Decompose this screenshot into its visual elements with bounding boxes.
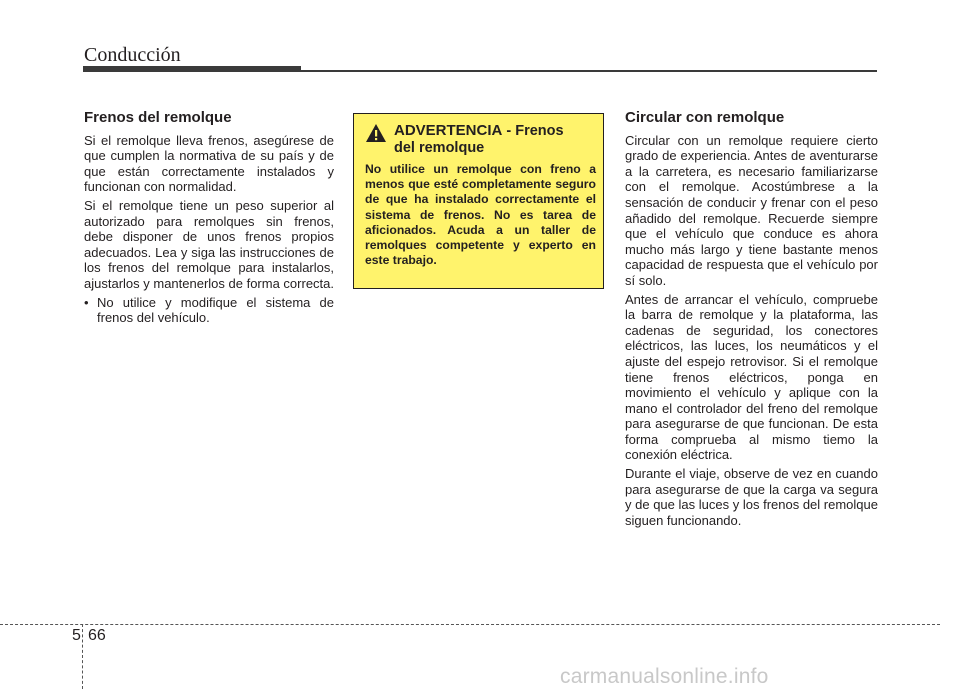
chapter-number: 5 (72, 627, 81, 644)
right-column (625, 110, 878, 531)
footer-dashed-divider (82, 624, 83, 689)
left-column (84, 110, 334, 326)
header-rule-thin (301, 70, 877, 72)
warning-title-line2: del remolque (394, 140, 485, 156)
paragraph: Antes de arrancar el vehículo, compruebe la barra de remolque y la plataforma, las cadenas de seguridad, los conectores eléctricos, las luces, los neumáticos y el ajuste del espejo retrovisor. Si el remolque tiene frenos eléctricos, ponga en movimiento el vehículo y aplique con la mano el controlador del freno del remolque para asegurarse de que funcionan. De esta forma comprueba al mismo tiemo la conexión eléctrica. (625, 291, 878, 463)
bullet-dot: • (84, 294, 89, 310)
page-number: 66 (88, 627, 106, 644)
paragraph: Si el remolque tiene un peso superior al autorizado para remolques sin frenos, debe disponer de unos frenos propios adecuados. Lea y siga las instrucciones de los frenos del remolque para instalarlos, ajustarlos y mantenerlos de forma correcta. (84, 197, 334, 291)
warning-header (365, 122, 596, 157)
bullet-item (84, 295, 334, 326)
page-header-title: Conducción (84, 44, 181, 66)
warning-text: No utilice un remolque con freno a menos que esté completamente seguro de que ha instalado correctamente el sistema de frenos. No es tarea de aficionados. Acuda a un taller de remolques competente y experto en este trabajo. (365, 162, 596, 268)
paragraph: Circular con un remolque requiere cierto grado de experiencia. Antes de aventurarse a la carretera, es necesario familiarizarse con el remolque. Acostúmbrese a la sensación de conducir y frenar con el peso añadido del remolque. Recuerde siempre que el vehículo que conduce es ahora mucho más largo y tiene bastante menos capacidad de respuesta que el vehículo por sí solo. (625, 132, 878, 288)
section-heading-trailer-brakes: Frenos del remolque (84, 109, 232, 126)
section-heading-towing: Circular con remolque (625, 109, 785, 126)
bullet-text: No utilice y modifique el sistema de frenos del vehículo. (97, 294, 334, 326)
footer-dashed-rule (0, 624, 940, 625)
warning-triangle-icon (365, 123, 387, 143)
warning-box (353, 113, 604, 289)
paragraph: Durante el viaje, observe de vez en cuando para asegurarse de que la carga va segura y de que las luces y los frenos del remolque siguen funcionando. (625, 466, 878, 528)
warning-title-rest: - Frenos (502, 123, 564, 139)
watermark: carmanualsonline.info (560, 665, 769, 688)
warning-label: ADVERTENCIA (394, 122, 503, 139)
header-rule-thick (83, 66, 301, 72)
warning-title (394, 122, 564, 157)
paragraph: Si el remolque lleva frenos, asegúrese de que cumplen la normativa de su país y de que están correctamente instalados y funcionan con normalidad. (84, 132, 334, 195)
